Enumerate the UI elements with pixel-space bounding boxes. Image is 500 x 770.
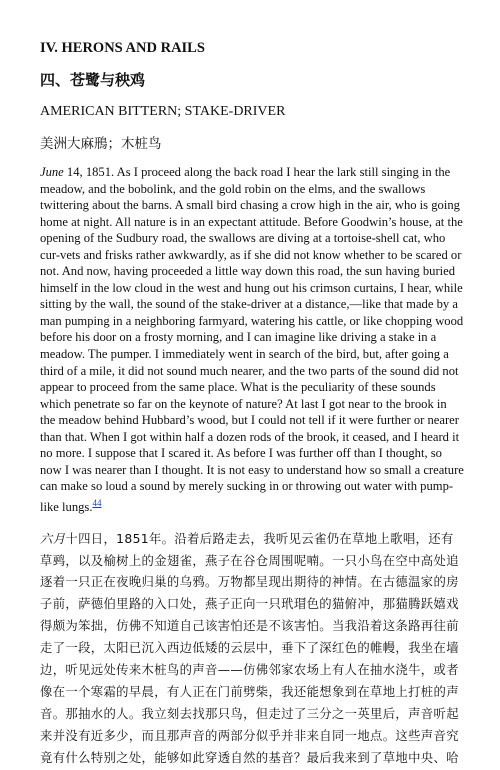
- section-subheading-english: AMERICAN BITTERN; STAKE-DRIVER: [40, 104, 286, 119]
- journal-entry-chinese: [40, 529, 464, 770]
- chapter-heading-english: IV. HERONS AND RAILS: [40, 40, 205, 56]
- entry-date-month-chinese: 六月: [40, 531, 66, 546]
- section-subheading-chinese: 美洲大麻鳽；木桩鸟: [40, 136, 162, 152]
- footnote-link[interactable]: 44: [92, 497, 102, 508]
- chapter-heading-chinese: 四、苍鹭与秧鸡: [40, 71, 146, 89]
- entry-date-month: June: [40, 165, 64, 179]
- entry-body-text: 14, 1851. As I proceed along the back road I hear the lark still singing in the meadow, and the bobolink, and the gold robin on the elms, and the swallows twittering about the barns. A small bird chasing a crow high in the air, who is going home at night. All nature is in an expectant attitude. Before Goodwin’s house, at the opening of the Sudbury road, the swallows are diving at a tortoise-shell cat, who cur-vets and frisks rather awkwardly, as if she did not know whether to be scared or not. And now, having proceeded a little way down this road, the sun having buried himself in the low cloud in the west and hung out his crimson curtains, I hear, while sitting by the wall, the sound of the stake-driver at a distance,—like that made by a man pumping in a neighboring farmyard, watering his cattle, or like chopping wood before his door on a frosty morning, and I can imagine like driving a stake in a meadow. The pumper. I immediately went in search of the bird, but, after going a third of a mile, it did not sound much nearer, and the two parts of the sound did not appear to proceed from the same place. What is the peculiarity of these sounds which penetrate so far on the keynote of nature? At last I got near to the brook in the meadow behind Hubbard’s wood, but I could not tell if it were further or nearer than that. When I got within half a dozen rods of the brook, it ceased, and I heard it no more. I suppose that I scared it. As before I was further off than I thought, so now I was nearer than I thought. It is not easy to understand how so small a creature can make so loud a sound by merely sucking in or throwing out water with pump-like lungs.: [40, 165, 464, 515]
- entry-body-text-chinese: 十四日，1851年。沿着后路走去，我听见云雀仍在草地上歌唱，还有草鹀，以及榆树上的金翅雀，燕子在谷仓周围呢喃。一只小鸟在空中高处追逐着一只正在夜晚归巢的乌鸦。万物都呈现出期待的神情。在古德温家的房子前，萨德伯里路的入口处，燕子正向一只玳瑁色的猫俯冲，那猫腾跃嬉戏得颇为笨拙，仿佛不知道自己该害怕还是不该害怕。当我沿着这条路再往前走了一段，太阳已沉入西边低矮的云层中，垂下了深红色的帷幔，我坐在墙边，听见远处传来木桩鸟的声音——仿佛邻家农场上有人在抽水浇牛，或者像在一个寒霜的早晨，有人正在门前劈柴，我还能想象到在草地上打桩的声音。那抽水的人。我立刻去找那只鸟，但走过了三分之一英里后，声音听起来并没有近多少，而且那声音的两部分似乎并非来自同一地点。这些声音究竟有什么特别之处，能够如此穿透自然的基音？最后我来到了草地中央、哈: [40, 531, 459, 765]
- journal-entry-english: [40, 164, 464, 516]
- footnote-marker: [92, 498, 101, 509]
- document-page: [40, 40, 464, 770]
